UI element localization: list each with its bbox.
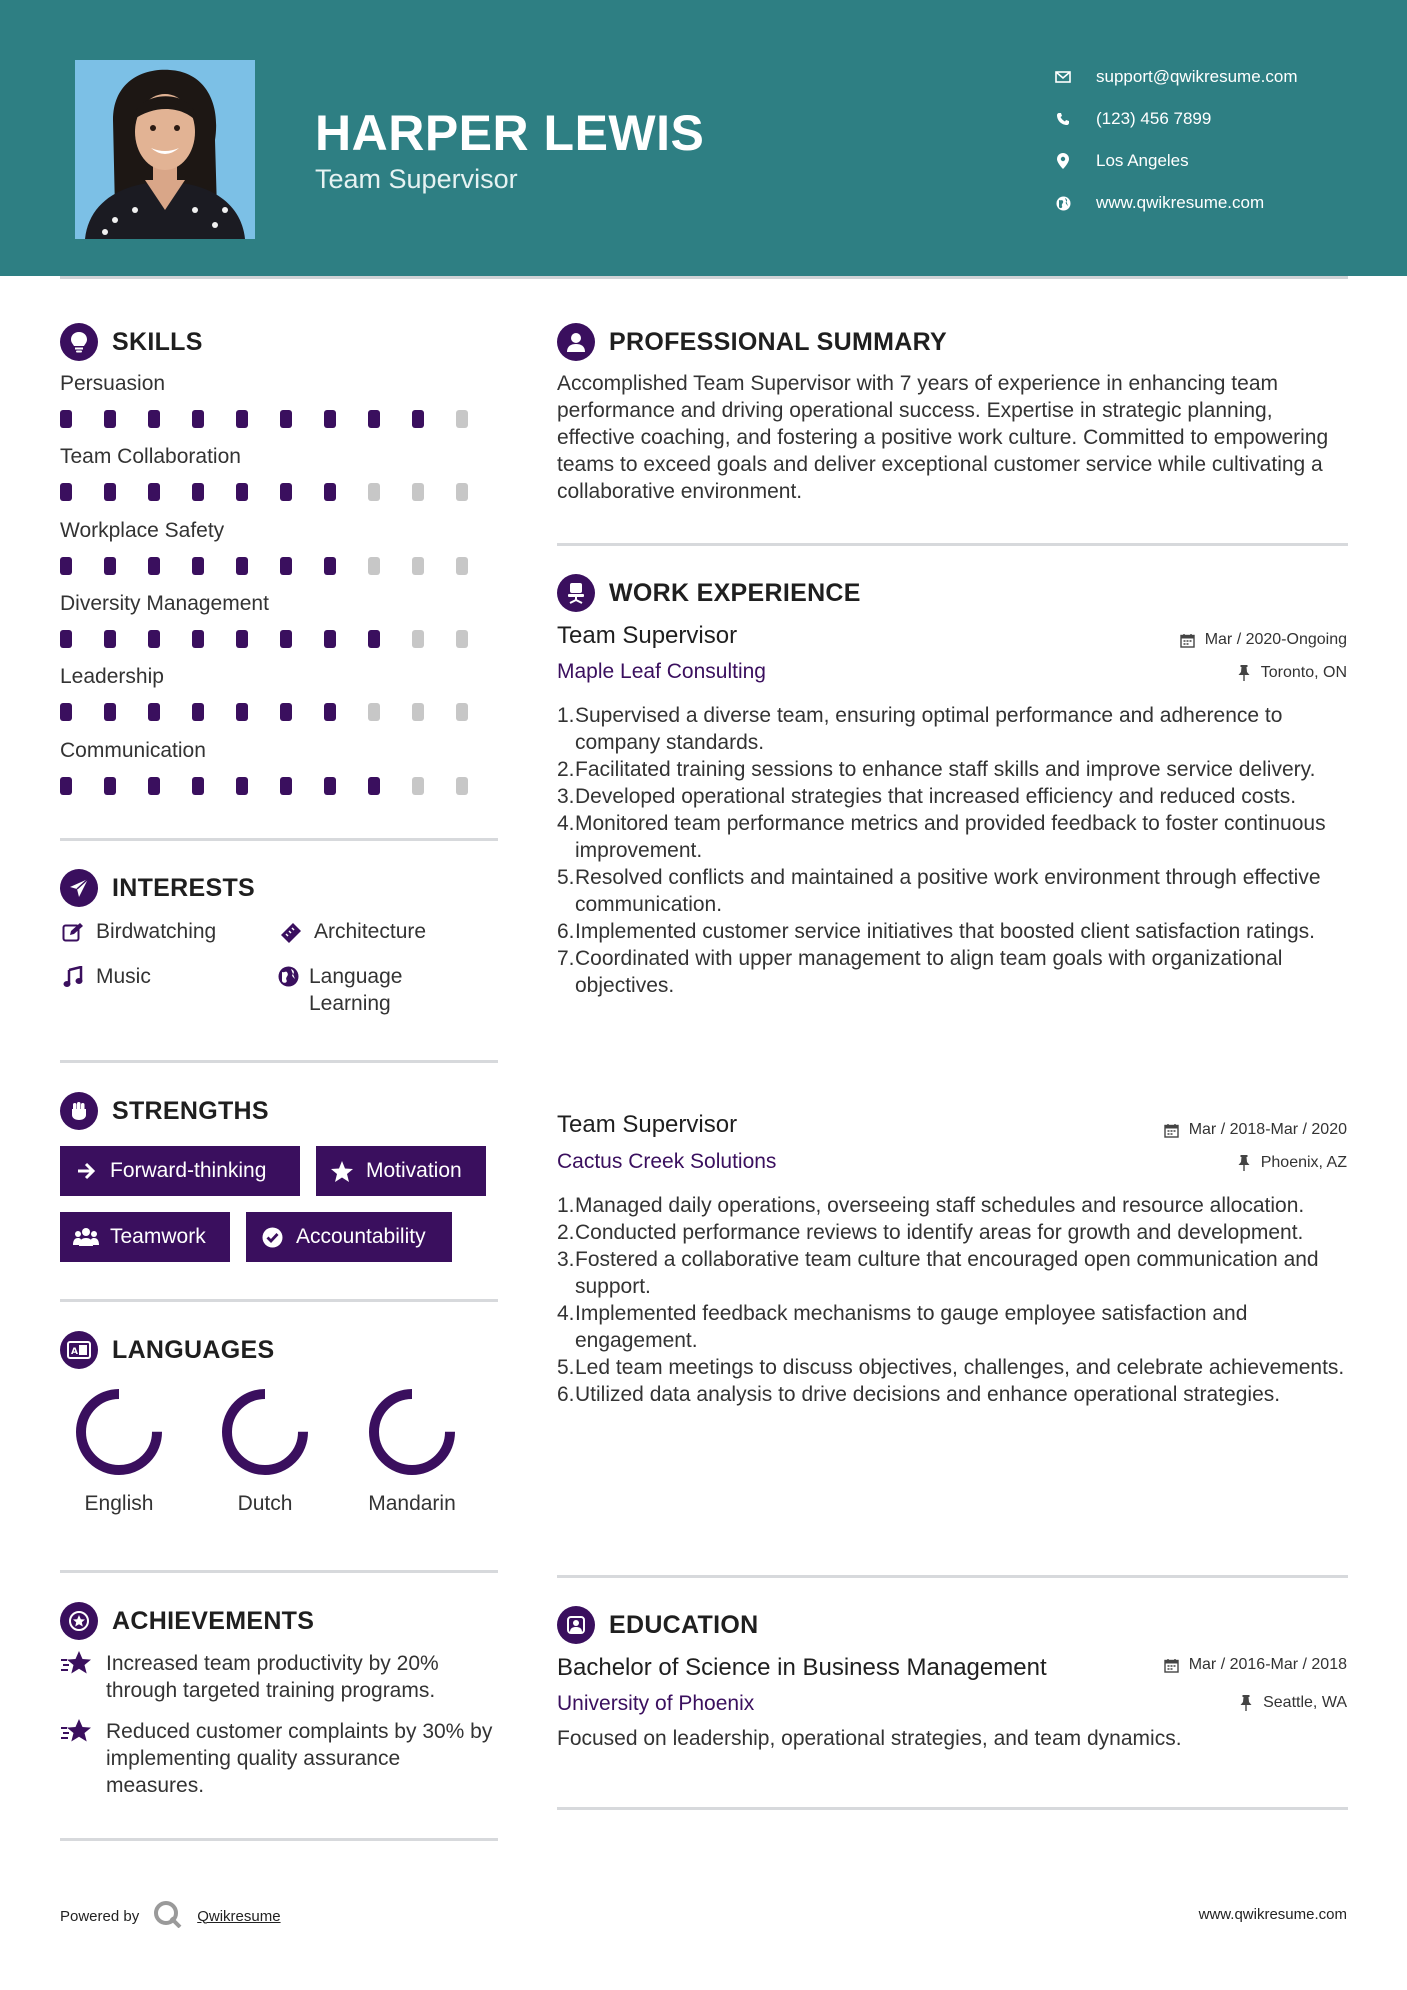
bullet-text: Managed daily operations, overseeing staff schedules and resource allocation.: [575, 1194, 1305, 1217]
strength-tag-motivation: [316, 1146, 486, 1196]
job-bullet: [557, 1192, 1347, 1219]
rating-dot-filled: [236, 630, 248, 648]
interest-label: Architecture: [314, 920, 427, 943]
job-bullet: [557, 864, 1347, 918]
interest-item-birdwatching: [60, 918, 216, 945]
skill-item: [60, 372, 500, 428]
rating-dot-empty: [412, 483, 424, 501]
rating-dot-filled: [148, 630, 160, 648]
pushpin-icon: [1237, 1694, 1255, 1712]
rating-dot-empty: [412, 630, 424, 648]
job-bullet: [557, 945, 1347, 999]
language-item: [347, 1382, 477, 1516]
job-bullet: [557, 1219, 1347, 1246]
rating-dot-filled: [280, 703, 292, 721]
strength-tag-forward-thinking: [60, 1146, 300, 1196]
skill-label: Leadership: [60, 665, 164, 689]
header-divider: [60, 276, 1348, 279]
bullet-number: 6.: [557, 1383, 575, 1406]
experience-heading: [557, 574, 861, 612]
phone-icon: [1050, 109, 1076, 129]
rating-dot-empty: [368, 557, 380, 575]
ruler-icon: [278, 918, 304, 945]
education-divider: [557, 1807, 1348, 1810]
map-pin-icon: [1050, 151, 1076, 171]
skill-item: [60, 519, 500, 575]
bullet-number: 7.: [557, 947, 575, 970]
summary-divider: [557, 543, 1348, 546]
rating-dot-filled: [324, 777, 336, 795]
interests-divider: [60, 1060, 498, 1063]
star-icon: [60, 1718, 92, 1746]
job-company: Maple Leaf Consulting: [557, 660, 766, 683]
globe-icon: [1050, 193, 1076, 213]
rating-dot-filled: [236, 703, 248, 721]
interests-heading: [60, 869, 255, 907]
rating-dot-filled: [368, 410, 380, 428]
rating-dot-filled: [148, 410, 160, 428]
star-icon: [60, 1650, 92, 1678]
rating-dot-filled: [192, 410, 204, 428]
calendar-icon: [1163, 1656, 1181, 1674]
rating-dot-empty: [412, 777, 424, 795]
job-dates-text: Mar / 2018-Mar / 2020: [1188, 1121, 1347, 1138]
contact-website[interactable]: [1050, 182, 1298, 224]
education-heading: [557, 1606, 758, 1644]
bullet-number: 6.: [557, 920, 575, 943]
education-location-text: Seattle, WA: [1263, 1694, 1347, 1711]
rating-dot-filled: [60, 630, 72, 648]
job-title: Team Supervisor: [557, 622, 738, 649]
job-dates-text: Mar / 2020-Ongoing: [1204, 631, 1347, 648]
contact-phone[interactable]: [1050, 98, 1298, 140]
education-dates: [1163, 1656, 1347, 1674]
job-bullet: [557, 702, 1347, 756]
rating-dot-filled: [148, 557, 160, 575]
job-title: Team Supervisor: [557, 1111, 738, 1138]
bullet-text: Monitored team performance metrics and provided feedback to foster continuous improvement.: [575, 812, 1326, 862]
job-dates: [1179, 631, 1347, 649]
rating-dot-filled: [236, 483, 248, 501]
job-bullet: [557, 756, 1347, 783]
experience-divider: [557, 1575, 1348, 1578]
footer-powered-by: [60, 1900, 281, 1932]
skill-item: [60, 739, 500, 795]
achievement-item: [60, 1718, 500, 1799]
job-location-text: Toronto, ON: [1260, 664, 1347, 681]
candidate-name: HARPER LEWIS: [315, 105, 705, 161]
language-label: Dutch: [237, 1492, 293, 1515]
powered-by-label: Powered by: [60, 1907, 140, 1925]
contact-email[interactable]: [1050, 56, 1298, 98]
rating-dot-filled: [104, 483, 116, 501]
job-bullet: [557, 1381, 1347, 1408]
bullet-text: Coordinated with upper management to align team goals with organizational objectives.: [575, 947, 1283, 997]
rating-dot-filled: [104, 630, 116, 648]
job-bullet: [557, 1300, 1347, 1354]
rating-dot-filled: [280, 483, 292, 501]
rating-dot-filled: [324, 630, 336, 648]
skill-label: Diversity Management: [60, 591, 269, 615]
strength-label: Teamwork: [110, 1225, 206, 1248]
rating-dot-filled: [148, 777, 160, 795]
rating-dot-filled: [148, 703, 160, 721]
rating-dot-filled: [280, 410, 292, 428]
languages-title: LANGUAGES: [112, 1335, 275, 1364]
rating-dot-filled: [324, 410, 336, 428]
language-ring-gauge: [69, 1382, 169, 1482]
svg-text:A: A: [71, 1347, 79, 1357]
rating-dot-empty: [412, 703, 424, 721]
interest-item-language-learning: [278, 963, 438, 1017]
check-circle-icon: [258, 1225, 286, 1249]
profile-photo: [75, 60, 255, 239]
bullet-text: Resolved conflicts and maintained a positive work environment through effective communication.: [575, 866, 1321, 916]
language-item: [200, 1382, 330, 1516]
rating-dot-filled: [236, 557, 248, 575]
paper-plane-icon: [60, 869, 98, 907]
envelope-icon: [1050, 67, 1076, 87]
rating-dot-filled: [280, 777, 292, 795]
skill-label: Communication: [60, 738, 206, 762]
rating-dot-filled: [280, 630, 292, 648]
job-bullet: [557, 1354, 1347, 1381]
bullet-number: 5.: [557, 1356, 575, 1379]
bullet-text: Developed operational strategies that increased efficiency and reduced costs.: [575, 785, 1297, 808]
skills-title: SKILLS: [112, 327, 203, 356]
footer-website[interactable]: www.qwikresume.com: [1198, 1906, 1347, 1923]
rating-dot-filled: [236, 777, 248, 795]
education-school: University of Phoenix: [557, 1692, 755, 1715]
job-bullet-list: [557, 1192, 1347, 1408]
award-star-icon: [60, 1602, 98, 1640]
bullet-number: 1.: [557, 704, 575, 727]
language-item: [54, 1382, 184, 1516]
rating-dot-filled: [324, 703, 336, 721]
rating-dot-empty: [368, 483, 380, 501]
interest-label: Language Learning: [309, 965, 403, 1015]
rating-dot-empty: [456, 703, 468, 721]
skill-item: [60, 665, 500, 721]
contact-phone-text: (123) 456 7899: [1096, 109, 1212, 128]
job-bullet: [557, 1246, 1347, 1300]
language-ring-arc: [81, 1394, 157, 1470]
strength-tag-accountability: [246, 1212, 452, 1262]
skill-rating: [60, 777, 500, 795]
skill-item: [60, 445, 500, 501]
skill-rating: [60, 410, 500, 428]
job-bullet: [557, 810, 1347, 864]
language-ring-arc: [374, 1394, 450, 1470]
rating-dot-filled: [192, 703, 204, 721]
languages-divider: [60, 1570, 498, 1573]
rating-dot-filled: [104, 703, 116, 721]
achievements-heading: [60, 1602, 314, 1640]
language-ring-arc: [227, 1394, 303, 1470]
languages-heading: [60, 1331, 274, 1369]
interest-item-architecture: [278, 918, 426, 945]
achievement-text: Increased team productivity by 20% through targeted training programs.: [106, 1652, 439, 1702]
candidate-role: Team Supervisor: [315, 164, 518, 194]
education-degree: Bachelor of Science in Business Management: [557, 1654, 1047, 1681]
interest-item-music: [60, 963, 151, 990]
rating-dot-filled: [368, 630, 380, 648]
achievement-text: Reduced customer complaints by 30% by implementing quality assurance measures.: [106, 1720, 493, 1797]
education-title: EDUCATION: [609, 1610, 759, 1639]
skill-item: [60, 592, 500, 648]
education-dates-text: Mar / 2016-Mar / 2018: [1188, 1656, 1347, 1673]
job-bullet: [557, 783, 1347, 810]
bullet-number: 1.: [557, 1194, 575, 1217]
language-ring-gauge: [362, 1382, 462, 1482]
skills-heading: [60, 323, 203, 361]
skill-rating: [60, 630, 500, 648]
rating-dot-filled: [280, 557, 292, 575]
rating-dot-filled: [192, 777, 204, 795]
skill-label: Team Collaboration: [60, 445, 241, 469]
resume-header: [0, 0, 1407, 276]
contact-location: [1050, 140, 1298, 182]
contact-email-text: support@qwikresume.com: [1096, 67, 1298, 86]
education-location: [1237, 1694, 1347, 1712]
strengths-title: STRENGTHS: [112, 1096, 269, 1125]
pushpin-icon: [1235, 664, 1253, 682]
summary-title: PROFESSIONAL SUMMARY: [609, 327, 947, 356]
contact-website-text: www.qwikresume.com: [1096, 193, 1265, 212]
rating-dot-filled: [192, 483, 204, 501]
bullet-text: Led team meetings to discuss objectives, challenges, and celebrate achievements.: [575, 1356, 1345, 1379]
rating-dot-empty: [412, 557, 424, 575]
education-description: Focused on leadership, operational strategies, and team dynamics.: [557, 1727, 1182, 1750]
strengths-divider: [60, 1299, 498, 1302]
summary-text: Accomplished Team Supervisor with 7 years of experience in enhancing team performance and driving operational success. Expertise in strategic planning, effective coaching, and fostering a positive work culture. Committed to empowering teams to exceed goals and deliver exceptional customer service while cultivating a collaborative environment.: [557, 372, 1329, 503]
star-icon: [328, 1159, 356, 1183]
lightbulb-icon: [60, 323, 98, 361]
music-note-icon: [60, 963, 86, 990]
skills-divider: [60, 838, 498, 841]
rating-dot-filled: [60, 557, 72, 575]
achievements-title: ACHIEVEMENTS: [112, 1606, 315, 1635]
bullet-text: Fostered a collaborative team culture that encouraged open communication and support.: [575, 1248, 1319, 1298]
rating-dot-empty: [368, 703, 380, 721]
interest-label: Music: [96, 965, 151, 988]
rating-dot-filled: [324, 483, 336, 501]
language-label: Mandarin: [368, 1492, 456, 1515]
bullet-text: Conducted performance reviews to identify areas for growth and development.: [575, 1221, 1304, 1244]
bullet-number: 3.: [557, 1248, 575, 1271]
rating-dot-filled: [104, 557, 116, 575]
strengths-heading: [60, 1092, 269, 1130]
strength-label: Motivation: [366, 1159, 462, 1182]
job-location: [1235, 1154, 1347, 1172]
interests-title: INTERESTS: [112, 873, 255, 902]
translate-icon: [60, 1331, 98, 1369]
interest-label: Birdwatching: [96, 920, 217, 943]
contact-location-text: Los Angeles: [1096, 151, 1189, 170]
skill-label: Workplace Safety: [60, 518, 225, 542]
language-label: English: [84, 1492, 154, 1515]
achievements-divider: [60, 1838, 498, 1841]
rating-dot-filled: [192, 630, 204, 648]
rating-dot-filled: [236, 410, 248, 428]
job-bullet: [557, 918, 1347, 945]
job-bullet-list: [557, 702, 1347, 999]
bullet-number: 4.: [557, 1302, 575, 1325]
arrow-right-icon: [72, 1159, 100, 1183]
rating-dot-filled: [412, 410, 424, 428]
user-icon: [557, 323, 595, 361]
job-company: Cactus Creek Solutions: [557, 1150, 777, 1173]
strength-label: Accountability: [296, 1225, 426, 1248]
contact-list: [1050, 56, 1298, 224]
rating-dot-filled: [104, 777, 116, 795]
graduate-icon: [557, 1606, 595, 1644]
strength-label: Forward-thinking: [110, 1159, 267, 1182]
bullet-text: Implemented feedback mechanisms to gauge employee satisfaction and engagement.: [575, 1302, 1248, 1352]
bullet-number: 2.: [557, 758, 575, 781]
globe-icon: [278, 963, 299, 990]
strength-tag-teamwork: [60, 1212, 230, 1262]
job-location-text: Phoenix, AZ: [1260, 1154, 1347, 1171]
qwikresume-logo-icon: [153, 1900, 183, 1932]
rating-dot-empty: [456, 777, 468, 795]
experience-title: WORK EXPERIENCE: [609, 578, 861, 607]
achievement-item: [60, 1650, 500, 1704]
rating-dot-empty: [456, 483, 468, 501]
calendar-icon: [1163, 1121, 1181, 1139]
rating-dot-empty: [456, 410, 468, 428]
rating-dot-empty: [456, 630, 468, 648]
rating-dot-filled: [324, 557, 336, 575]
rating-dot-filled: [60, 777, 72, 795]
bullet-text: Supervised a diverse team, ensuring optimal performance and adherence to company standards.: [575, 704, 1283, 754]
bullet-text: Facilitated training sessions to enhance staff skills and improve service delivery.: [575, 758, 1316, 781]
job-dates: [1163, 1121, 1347, 1139]
office-chair-icon: [557, 574, 595, 612]
skill-rating: [60, 703, 500, 721]
rating-dot-filled: [60, 410, 72, 428]
language-ring-gauge: [215, 1382, 315, 1482]
bullet-number: 2.: [557, 1221, 575, 1244]
skill-label: Persuasion: [60, 372, 166, 395]
pushpin-icon: [1235, 1154, 1253, 1172]
bullet-number: 3.: [557, 785, 575, 808]
rating-dot-filled: [60, 703, 72, 721]
bullet-text: Utilized data analysis to drive decisions and enhance operational strategies.: [575, 1383, 1281, 1406]
users-icon: [72, 1225, 100, 1249]
skill-rating: [60, 483, 500, 501]
rating-dot-filled: [60, 483, 72, 501]
job-location: [1235, 664, 1347, 682]
summary-heading: [557, 323, 947, 361]
rating-dot-filled: [368, 777, 380, 795]
fist-icon: [60, 1092, 98, 1130]
calendar-icon: [1179, 631, 1197, 649]
bullet-number: 5.: [557, 866, 575, 889]
rating-dot-filled: [148, 483, 160, 501]
qwikresume-link[interactable]: Qwikresume: [197, 1907, 281, 1925]
edit-icon: [60, 918, 86, 945]
bullet-number: 4.: [557, 812, 575, 835]
rating-dot-empty: [456, 557, 468, 575]
bullet-text: Implemented customer service initiatives that boosted client satisfaction ratings.: [575, 920, 1316, 943]
skill-rating: [60, 557, 500, 575]
rating-dot-filled: [192, 557, 204, 575]
rating-dot-filled: [104, 410, 116, 428]
